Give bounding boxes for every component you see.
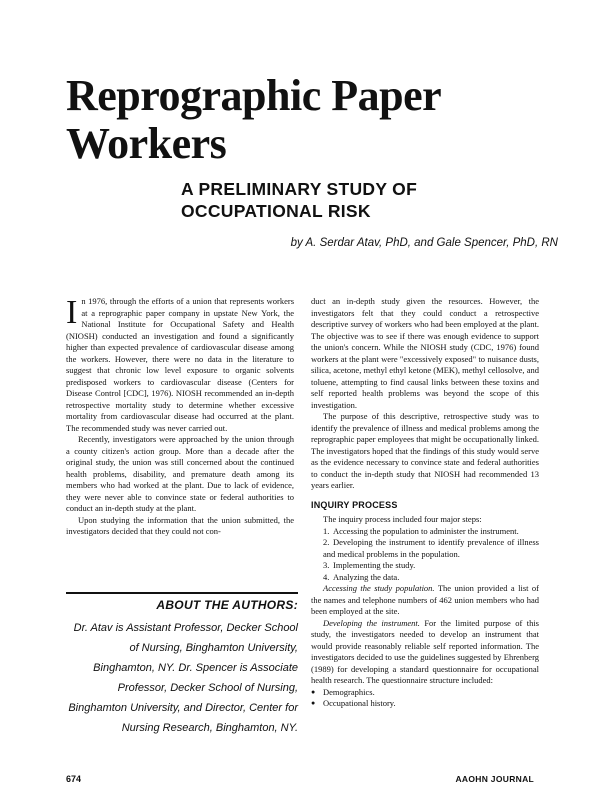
list-item [323, 560, 539, 572]
paragraph-text: The union provided a list of the names and telephone numbers of 462 union members who had been employed at the site. [311, 583, 539, 616]
about-line: Binghamton, NY. Dr. Spencer is Associate [93, 662, 298, 674]
list-item [323, 526, 539, 538]
about-line: of Nursing, Binghamton University, [129, 642, 298, 654]
run-in-heading: Developing the instrument. [323, 617, 420, 628]
article-title [66, 72, 546, 168]
about-line: Binghamton University, and Director, Center for [68, 702, 298, 714]
section-heading-inquiry-process: INQUIRY PROCESS [311, 499, 398, 510]
intro-paragraph [66, 296, 294, 434]
about-line: Nursing Research, Binghamton, NY. [121, 722, 298, 734]
journal-name: AAOHN JOURNAL [455, 774, 534, 784]
list-item: ● Occupational history. [311, 698, 539, 710]
about-heading: ABOUT THE AUTHORS: [156, 598, 298, 612]
steps-list [311, 526, 539, 584]
step-number: 4. [323, 571, 330, 582]
step-text: Implementing the study. [333, 560, 416, 570]
paragraph: The purpose of this descriptive, retrospective study was to identify the prevalence of illness and medical problems among the reprographic paper employees that might be occupationally linked. The investigators hoped that the findings of this study would serve as the evidence necessary to convince state and federal authorities to conduct the in-depth study that NIOSH had recommended 13 years earlier. [311, 411, 539, 490]
article-subtitle-line1: A PRELIMINARY STUDY OF [181, 179, 418, 199]
step-number: 1. [323, 525, 330, 536]
paragraph-developing [311, 618, 539, 687]
step-text: Accessing the population to administer the instrument. [333, 525, 519, 536]
article-subtitle [181, 178, 501, 222]
paragraph: Upon studying the information that the union submitted, the investigators decided that they could not con- [66, 514, 294, 536]
paragraph: duct an in-depth study given the resources. However, the investigators felt that they could conduct a retrospective descriptive survey of workers who had been employed at the plant. The objective was to see if there was enough evidence to support the union's concern. While the NIOSH study (CDC, 1976) found workers at the plant were "excessively exposed" to nuisance dusts, silica, acetone, methyl ethyl ketone (MEK), methyl cellosolve, and toluene, attempting to find causal links between these toxins and self reported health problems was beyond the scope of this investigation. [311, 296, 539, 410]
article-subtitle-line2: OCCUPATIONAL RISK [181, 201, 371, 221]
about-line: Dr. Atav is Assistant Professor, Decker School [73, 622, 298, 634]
step-number: 3. [323, 560, 330, 570]
run-in-heading: Accessing the study population. [323, 583, 435, 593]
list-item [323, 572, 539, 584]
paragraph-accessing [311, 583, 539, 618]
list-item [323, 537, 539, 560]
paragraph: Recently, investigators were approached by the union through a county citizen's action group. More than a decade after the original study, the union was still concerned about the continued health problems, disability, and premature death among its members who had worked at the plant. Due to lack of evidence, they were never able to convince state or federal authorities to conduct an in-depth study at the plant. [66, 434, 294, 513]
right-column [311, 296, 539, 710]
step-text: Analyzing the data. [333, 571, 400, 582]
steps-intro: The inquiry process included four major steps: [323, 514, 482, 524]
step-text: Developing the instrument to identify prevalence of illness and medical problems in the population. [323, 537, 539, 559]
left-column [66, 296, 294, 538]
about-line: Professor, Decker School of Nursing, [117, 682, 298, 694]
dropcap: I [66, 294, 78, 331]
page-number: 674 [66, 774, 82, 784]
bullet-list [311, 687, 539, 710]
paragraph-text: For the limited purpose of this study, the investigators needed to develop an instrument that would provide reasonably reliable self reported information. The investigators decided to use the guidelines suggested by Ehrenberg (1989) for developing a standard questionnaire for occupational health research. The questionnaire structure included: [311, 617, 539, 685]
byline: by A. Serdar Atav, PhD, and Gale Spencer, PhD, RN [290, 237, 558, 249]
step-number: 2. [323, 537, 330, 547]
intro-paragraph-text: n 1976, through the efforts of a union that represents workers at a reprographic paper company in upstate New York, the National Institute for Occupational Safety and Health (NIOSH) conducted an investigation and found a significantly higher than expected prevalence of cardiovascular disease among the workers. However, there were no data in the literature to suggest that chronic low level exposure to organic solvents predisposed workers to cardiovascular disease (Centers for Disease Control [CDC], 1976). NIOSH recommended an in-depth retrospective mortality study to determine whether excessive mortality from cardiovascular disease had occurred at the plant. The recommended study was never carried out. [66, 296, 294, 433]
article-title-line2: Workers [66, 119, 227, 168]
article-title-line1: Reprographic Paper [66, 71, 442, 120]
list-item: ● Demographics. [311, 687, 539, 699]
about-the-authors [66, 592, 298, 738]
